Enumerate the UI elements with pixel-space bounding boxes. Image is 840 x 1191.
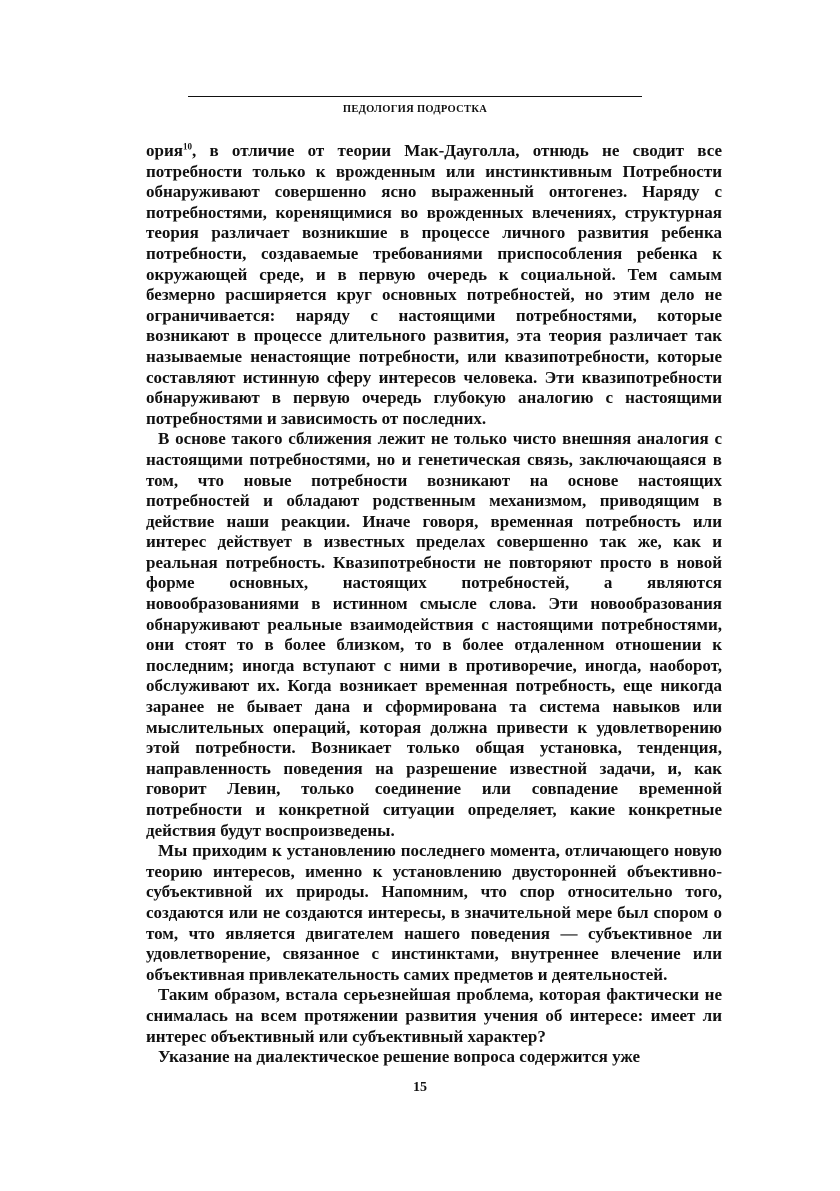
page-number: 15 xyxy=(413,1080,427,1095)
footnote-marker: 10 xyxy=(182,141,192,152)
paragraph-1-lead: ория xyxy=(146,141,183,160)
header-rule xyxy=(188,96,642,97)
running-head: ПЕДОЛОГИЯ ПОДРОСТКА xyxy=(342,104,488,115)
paragraph-4: Таким образом, встала серьезнейшая проблема, которая фактически не снималась на всем протяжении развития учения об интересе: имеет ли интерес объективный или субъективный характер? xyxy=(146,985,722,1046)
paragraph-1 xyxy=(146,141,722,429)
body-text xyxy=(146,141,722,1068)
paragraph-3: Мы приходим к установлению последнего момента, отличающего новую теорию интересов, именно к установлению двусторонней объективно-субъективной их природы. Напомним, что спор относительно того, создаются или не создаются интересы, в значительной мере был спором о том, что является двигателем нашего поведения — субъективное ли удовлетворение, связанное с инстинктами, внутреннее влечение или объективная привлекательность самих предметов и деятельностей. xyxy=(146,841,722,984)
paragraph-2: В основе такого сближения лежит не только чисто внешняя аналогия с настоящими потребностями, но и генетическая связь, заключающаяся в том, что новые потребности возникают на основе настоящих потребностей и обладают родственным механизмом, приводящим в действие наши реакции. Иначе говоря, временная потребность или интерес действует в известных пределах совершенно так же, как и реальная потребность. Квазипотребности не повторяют просто в новой форме основных, настоящих потребностей, а являются новообразованиями в истинном смысле слова. Эти новообразования обнаруживают реальные взаимодействия с настоящими потребностями, они стоят то в более близком, то в более отдаленном отношении к последним; иногда вступают с ними в противоречие, иногда, наоборот, обслуживают их. Когда возникает временная потребность, еще никогда заранее не бывает дана и сформирована та система навыков или мыслительных операций, которая должна привести к удовлетворению этой потребности. Возникает только общая установка, тенденция, направленность поведения на разрешение известной задачи, и, как говорит Левин, только соединение или совпадение временной потребности и конкретной ситуации определяет, какие конкретные действия будут воспроизведены. xyxy=(146,429,722,840)
paragraph-1-text: , в отличие от теории Мак-Дауголла, отнюдь не сводит все потребности только к врожденным или инстинктивным Потребности обнаруживают совершенно ясно выраженный онтогенез. Наряду с потребностями, коренящимися во врожденных влечениях, структурная теория различает возникшие в процессе личного развития ребенка потребности, создаваемые требованиями приспособления ребенка к окружающей среде, и в первую очередь к социальной. Тем самым безмерно расширяется круг основных потребностей, но этим дело не ограничивается: наряду с настоящими потребностями, которые возникают в процессе длительного развития, эта теория различает так называемые ненастоящие потребности, или квазипотребности, которые составляют истинную сферу интересов человека. Эти квазипотребности обнаруживают в первую очередь глубокую аналогию с настоящими потребностями и зависимость от последних. xyxy=(146,141,722,428)
paragraph-5: Указание на диалектическое решение вопроса содержится уже xyxy=(158,1047,641,1067)
